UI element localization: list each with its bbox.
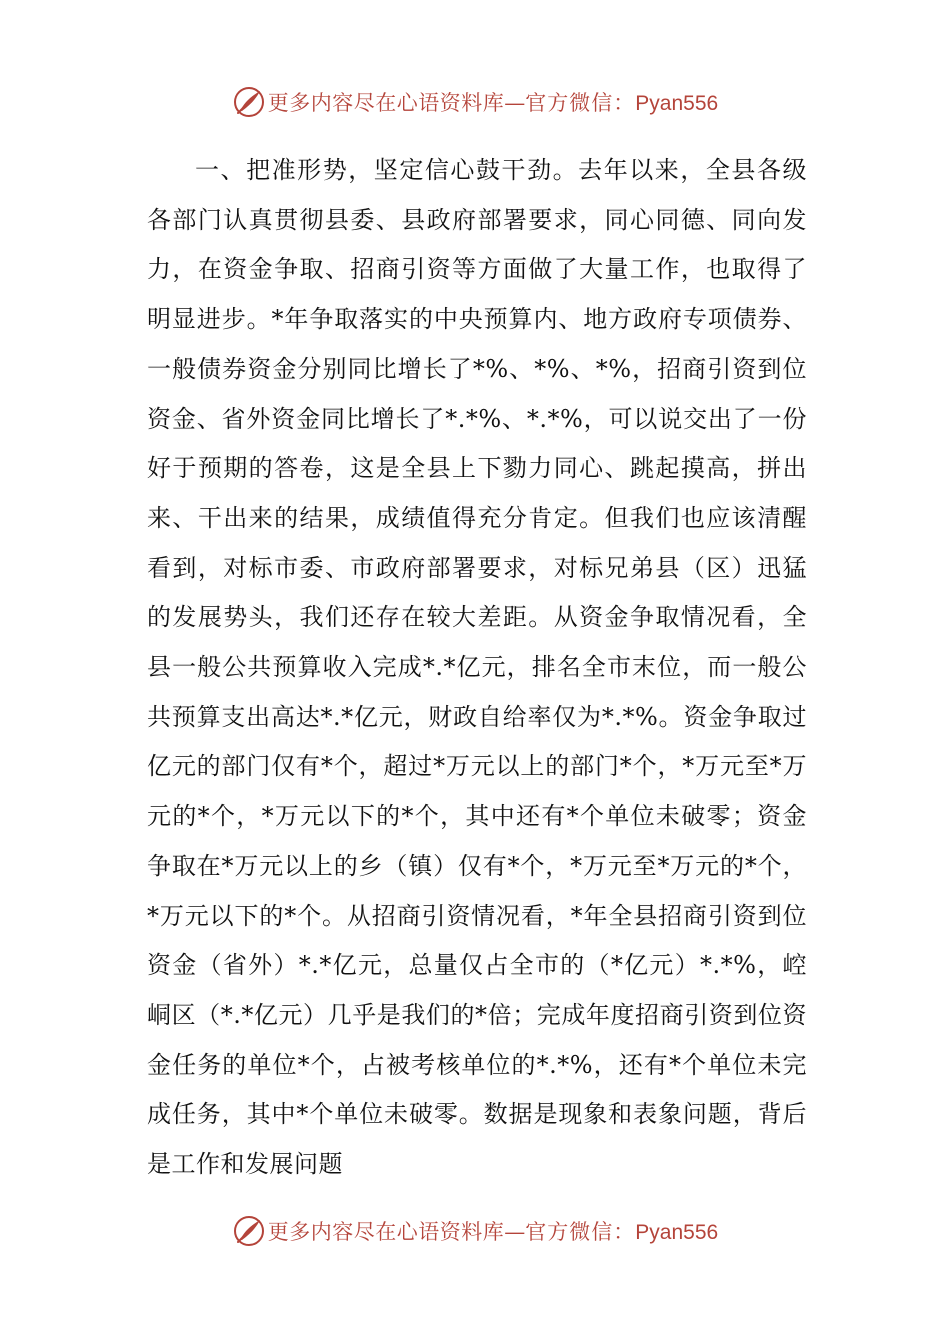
header-banner-text (268, 87, 718, 117)
footer-banner-text (268, 1216, 718, 1246)
quill-pen-logo-icon (232, 1214, 266, 1248)
footer-banner-wechat-label: 官方微信： (525, 1220, 636, 1244)
quill-pen-logo-icon (232, 85, 266, 119)
footer-banner-title: 更多内容尽在心语资料库 (267, 1220, 505, 1244)
footer-banner-dash: — (504, 1220, 526, 1244)
header-banner (0, 80, 950, 124)
footer-banner-wechat-id: Pyan556 (635, 1221, 719, 1244)
document-paragraph: 一、把准形势，坚定信心鼓干劲。去年以来，全县各级各部门认真贯彻县委、县政府部署要求，同心同德、同向发力，在资金争取、招商引资等方面做了大量工作，也取得了明显进步。*年争取落实的中央预算内、地方政府专项债券、一般债券资金分别同比增长了*%、*%、*%，招商引资到位资金、省外资金同比增长了*.*%、*.*%，可以说交出了一份好于预期的答卷，这是全县上下勠力同心、跳起摸高，拼出来、干出来的结果，成绩值得充分肯定。但我们也应该清醒看到，对标市委、市政府部署要求，对标兄弟县（区）迅猛的发展势头，我们还存在较大差距。从资金争取情况看，全县一般公共预算收入完成*.*亿元，排名全市末位，而一般公共预算支出高达*.*亿元，财政自给率仅为*.*%。资金争取过亿元的部门仅有*个，超过*万元以上的部门*个，*万元至*万元的*个，*万元以下的*个，其中还有*个单位未破零；资金争取在*万元以上的乡（镇）仅有*个，*万元至*万元的*个，*万元以下的*个。从招商引资情况看，*年全县招商引资到位资金（省外）*.*亿元，总量仅占全市的（*亿元）*.*%，崆峒区（*.*亿元）几乎是我们的*倍；完成年度招商引资到位资金任务的单位*个，占被考核单位的*.*%，还有*个单位未完成任务，其中*个单位未破零。数据是现象和表象问题，背后是工作和发展问题 (147, 156, 807, 1179)
header-banner-wechat-label: 官方微信： (525, 91, 636, 115)
header-banner-title: 更多内容尽在心语资料库 (267, 91, 505, 115)
header-banner-wechat-id: Pyan556 (635, 92, 719, 115)
footer-banner (0, 1209, 950, 1253)
header-banner-dash: — (504, 91, 526, 115)
